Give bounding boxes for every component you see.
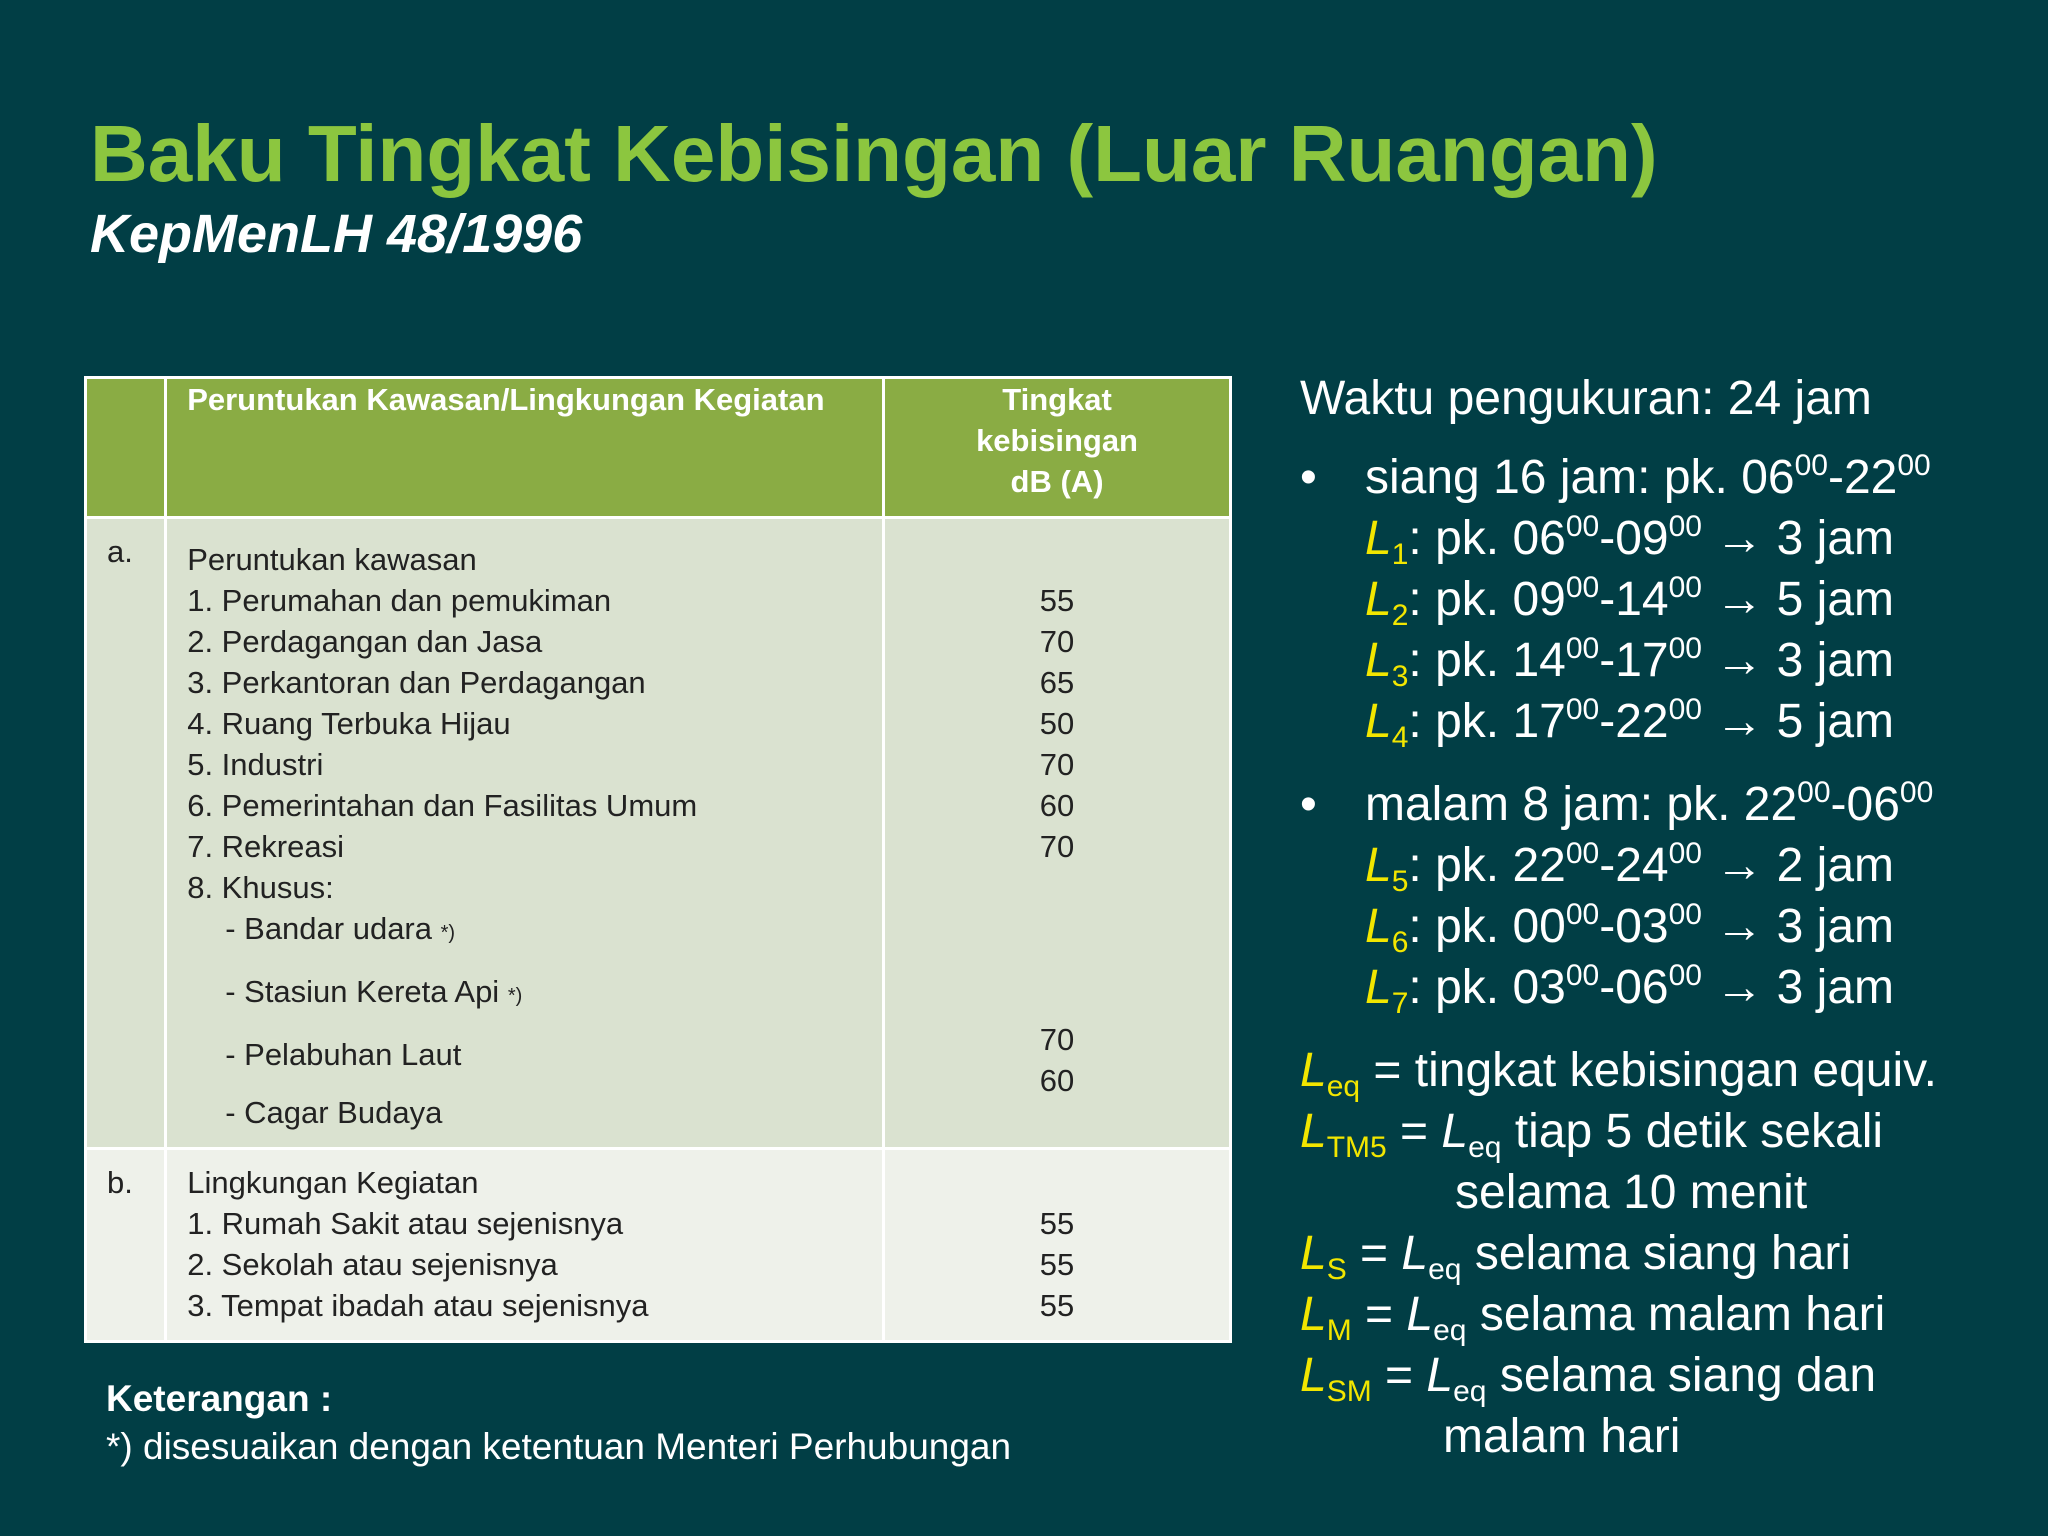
footnote-mark: *) xyxy=(507,985,523,1007)
header-key-cell xyxy=(86,378,166,518)
period-line: $L_1$: pk. $06^{00}-09^{00} \to 3$ jam xyxy=(1365,510,1895,571)
period-line: $L_6$: pk. $00^{00}-03^{00} \to 3$ jam xyxy=(1365,898,1895,959)
noise-value: 50 xyxy=(1039,706,1075,741)
list-item: 6. Pemerintahan dan Fasilitas Umum xyxy=(187,788,698,823)
section-b-values xyxy=(884,1149,1231,1342)
noise-standard-table xyxy=(84,376,1232,1343)
section-b-key: b. xyxy=(86,1149,166,1342)
noise-value: 55 xyxy=(1039,1206,1075,1241)
header-level-line1: Tingkat xyxy=(1002,382,1112,417)
arrow-right-icon: → xyxy=(1715,839,1764,892)
header-area-cell: Peruntukan Kawasan/Lingkungan Kegiatan xyxy=(166,378,884,518)
def-lsm: $L_{SM} = L_{eq}$ selama siang dan xyxy=(1300,1349,1877,1408)
header-level-line2: kebisingan xyxy=(976,423,1138,458)
def-lm: $L_M = L_{eq}$ selama malam hari xyxy=(1300,1288,1886,1347)
noise-value: 70 xyxy=(1039,747,1075,782)
list-item: 1. Perumahan dan pemukiman xyxy=(187,583,612,618)
period-line: $L_7$: pk. $03^{00}-06^{00} \to 3$ jam xyxy=(1365,959,1895,1020)
arrow-right-icon: → xyxy=(1715,900,1764,953)
night-label: malam 8 jam: pk. 22 xyxy=(1365,778,1798,831)
list-item xyxy=(187,971,862,1017)
sub-item-label: - Bandar udara xyxy=(225,911,433,946)
section-a-key: a. xyxy=(86,518,166,1149)
table-row xyxy=(86,518,1231,1149)
noise-value: 65 xyxy=(1039,665,1075,700)
section-b-heading: Lingkungan Kegiatan xyxy=(187,1165,479,1200)
arrow-right-icon: → xyxy=(1715,961,1764,1014)
header-level-cell xyxy=(884,378,1231,518)
list-item: 5. Industri xyxy=(187,747,324,782)
period-line: $L_2$: pk. $09^{00}-14^{00} \to 5$ jam xyxy=(1365,571,1895,632)
slide-subtitle: KepMenLH 48/1996 xyxy=(90,204,583,264)
noise-value: 60 xyxy=(1039,1063,1075,1098)
arrow-right-icon: → xyxy=(1715,512,1764,565)
noise-value: 55 xyxy=(1039,1288,1075,1323)
list-item: 1. Rumah Sakit atau sejenisnya xyxy=(187,1206,624,1241)
day-label: siang 16 jam: pk. 06 xyxy=(1365,451,1795,504)
def-ls: $L_S = L_{eq}$ selama siang hari xyxy=(1300,1227,1852,1286)
noise-value: 70 xyxy=(1039,624,1075,659)
arrow-right-icon: → xyxy=(1715,573,1764,626)
day-bullet: • siang 16 jam: pk. $06^{00}-22^{00}$ xyxy=(1300,447,2040,508)
list-item: 2. Sekolah atau sejenisnya xyxy=(187,1247,558,1282)
list-item: 8. Khusus: xyxy=(187,870,334,905)
bullet-icon: • xyxy=(1300,778,1317,831)
measurement-panel xyxy=(1300,368,2040,1467)
noise-value: 60 xyxy=(1039,788,1075,823)
footnote-mark: *) xyxy=(440,922,456,944)
footnote-title: Keterangan : xyxy=(106,1378,333,1419)
def-lsm-cont: malam hari xyxy=(1443,1410,1681,1463)
noise-value: 55 xyxy=(1039,583,1075,618)
list-item xyxy=(187,908,862,954)
sub-item-label: - Stasiun Kereta Api xyxy=(225,974,500,1009)
bullet-icon: • xyxy=(1300,451,1317,504)
arrow-right-icon: → xyxy=(1715,695,1764,748)
noise-value: 70 xyxy=(1039,829,1075,864)
footnote xyxy=(106,1375,1011,1471)
table-header-row xyxy=(86,378,1231,518)
list-item: 3. Perkantoran dan Perdagangan xyxy=(187,665,646,700)
section-a-values xyxy=(884,518,1231,1149)
period-line: $L_5$: pk. $22^{00}-24^{00} \to 2$ jam xyxy=(1365,837,1895,898)
list-item: - Pelabuhan Laut xyxy=(225,1037,462,1072)
def-ltm5-cont: selama 10 menit xyxy=(1455,1166,1808,1219)
section-a-items xyxy=(166,518,884,1149)
list-item: 4. Ruang Terbuka Hijau xyxy=(187,706,511,741)
noise-value: 55 xyxy=(1039,1247,1075,1282)
measurement-intro: Waktu pengukuran: 24 jam xyxy=(1300,372,1872,425)
section-a-heading: Peruntukan kawasan xyxy=(187,542,477,577)
list-item: 2. Perdagangan dan Jasa xyxy=(187,624,543,659)
slide-title: Baku Tingkat Kebisingan (Luar Ruangan) xyxy=(90,109,1658,198)
list-item: 7. Rekreasi xyxy=(187,829,344,864)
def-ltm5: $L_{TM5} = L_{eq}$ tiap 5 detik sekali xyxy=(1300,1105,1884,1164)
def-leq: $L_{eq}$ = tingkat kebisingan equiv. xyxy=(1300,1044,1937,1103)
period-line: $L_3$: pk. $14^{00}-17^{00} \to 3$ jam xyxy=(1365,632,1895,693)
header-level-line3: dB (A) xyxy=(1010,464,1104,499)
table-row xyxy=(86,1149,1231,1342)
section-b-items xyxy=(166,1149,884,1342)
arrow-right-icon: → xyxy=(1715,634,1764,687)
footnote-text: *) disesuaikan dengan ketentuan Menteri Perhubungan xyxy=(106,1426,1012,1467)
list-item: 3. Tempat ibadah atau sejenisnya xyxy=(187,1288,649,1323)
period-line: $L_4$: pk. $17^{00}-22^{00} \to 5$ jam xyxy=(1365,693,1895,754)
list-item: - Cagar Budaya xyxy=(225,1095,443,1130)
noise-value: 70 xyxy=(1039,1022,1075,1057)
night-bullet: • malam 8 jam: pk. $22^{00}-06^{00}$ xyxy=(1300,774,2040,835)
